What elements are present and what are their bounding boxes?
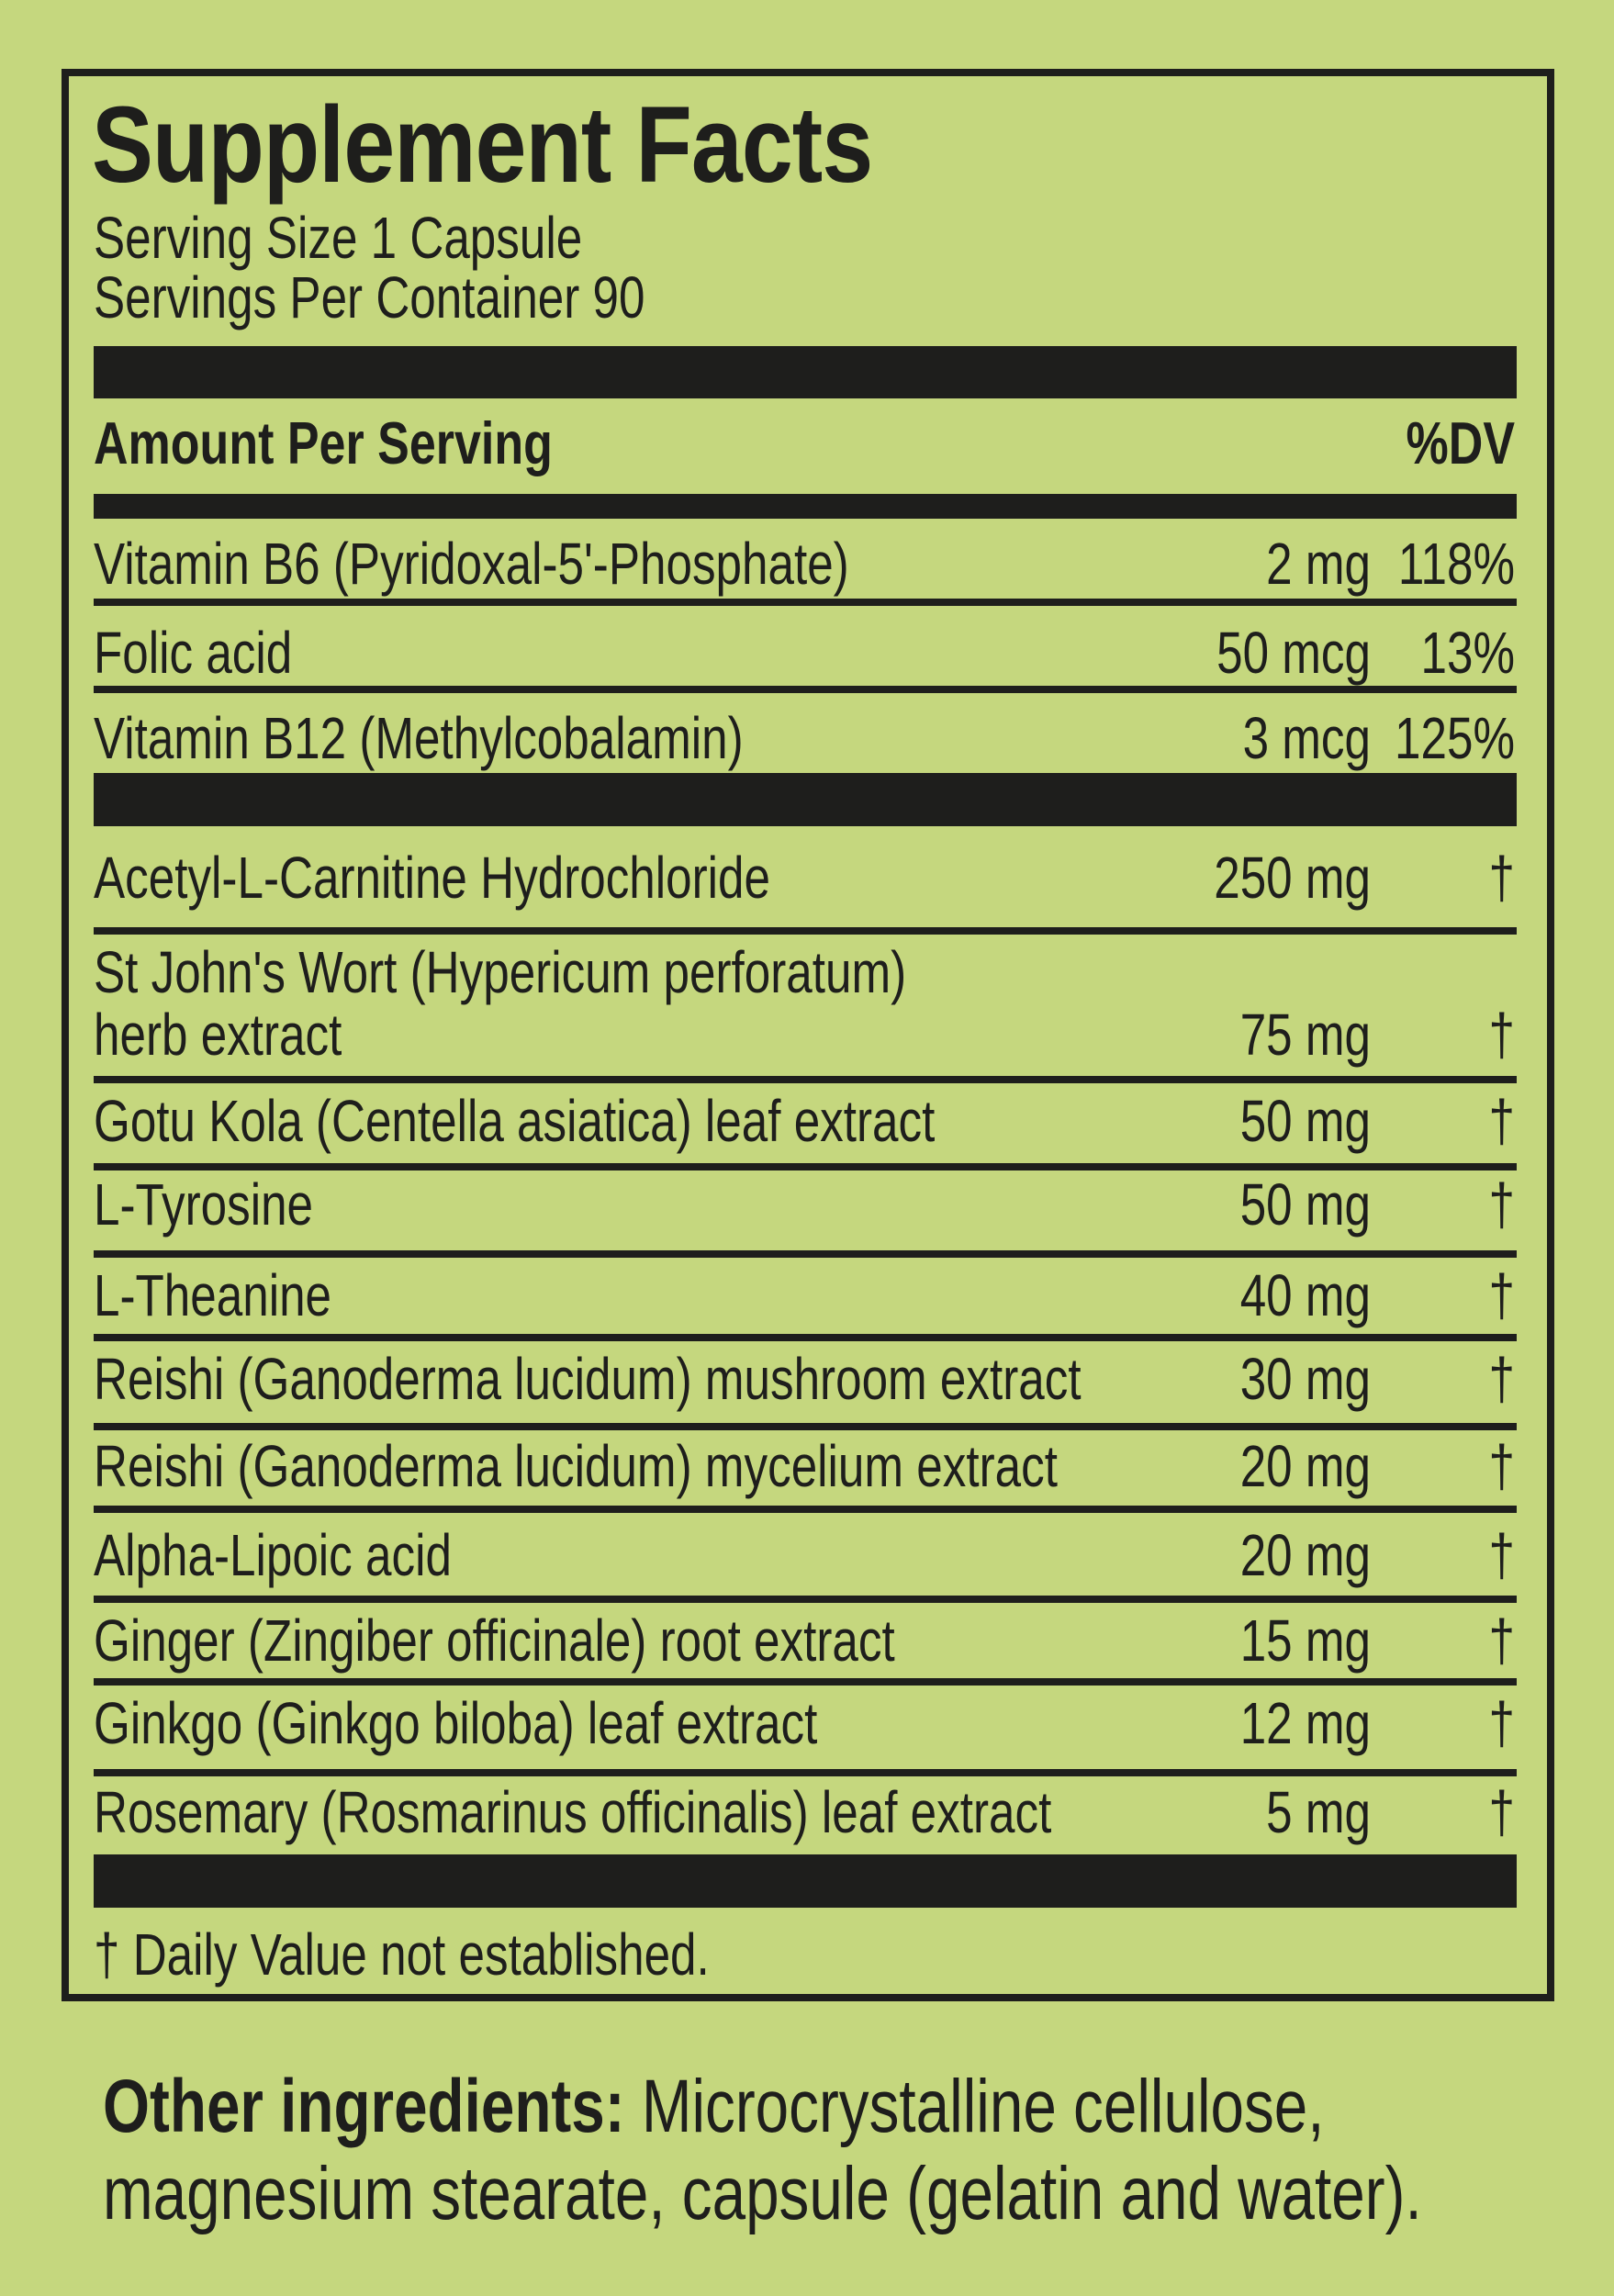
row-rule [94, 1334, 1517, 1341]
ingredient-name: Alpha-Lipoic acid [94, 1522, 452, 1588]
row-rule [94, 1506, 1517, 1513]
ingredient-name: Vitamin B12 (Methylcobalamin) [94, 705, 744, 771]
ingredient-name: St John's Wort (Hypericum perforatum) [94, 939, 907, 1005]
ingredient-name: Acetyl-L-Carnitine Hydrochloride [94, 845, 770, 911]
divider-bar-middle [94, 773, 1517, 826]
other-ingredients [103, 2063, 1498, 2237]
ingredient-dv: 118% [1397, 531, 1515, 597]
ingredient-amount: 5 mg [1266, 1779, 1371, 1845]
page-title: Supplement Facts [92, 84, 873, 206]
ingredient-name: L-Tyrosine [94, 1171, 314, 1238]
ingredient-amount: 3 mcg [1242, 705, 1371, 771]
row-rule [94, 927, 1517, 935]
ingredient-dv: † [1488, 1002, 1515, 1068]
row-rule [94, 1678, 1517, 1686]
ingredient-dv: † [1488, 1690, 1515, 1756]
ingredient-amount: 20 mg [1239, 1433, 1371, 1499]
row-rule [94, 599, 1517, 606]
ingredient-dv: † [1488, 1262, 1515, 1328]
column-header-dv: %DV [1406, 409, 1515, 476]
ingredient-dv: † [1488, 1171, 1515, 1238]
ingredient-name: Ginkgo (Ginkgo biloba) leaf extract [94, 1690, 818, 1756]
ingredient-amount: 40 mg [1239, 1262, 1371, 1328]
ingredient-name: Ginger (Zingiber officinale) root extract [94, 1607, 895, 1674]
divider-bar-bottom [94, 1854, 1517, 1908]
ingredient-name: Reishi (Ganoderma lucidum) mushroom extract [94, 1346, 1082, 1412]
ingredient-amount: 50 mcg [1216, 620, 1371, 686]
ingredient-name: Rosemary (Rosmarinus officinalis) leaf extract [94, 1779, 1052, 1845]
other-ingredients-label: Other ingredients: [103, 2065, 625, 2148]
other-ingredients-text: Microcrystalline cellulose, magnesium stearate, capsule (gelatin and water). [103, 2065, 1422, 2235]
ingredient-name-line2: herb extract [94, 1002, 342, 1068]
ingredient-name: L-Theanine [94, 1262, 332, 1328]
serving-size: Serving Size 1 Capsule [94, 205, 583, 271]
ingredient-amount: 50 mg [1239, 1171, 1371, 1238]
ingredient-name: Reishi (Ganoderma lucidum) mycelium extract [94, 1433, 1058, 1499]
servings-per-container: Servings Per Container 90 [94, 264, 645, 330]
ingredient-dv: † [1488, 1088, 1515, 1154]
ingredient-dv: † [1488, 1346, 1515, 1412]
divider-bar-top [94, 346, 1517, 398]
ingredient-dv: † [1488, 1433, 1515, 1499]
row-rule [94, 1423, 1517, 1430]
row-rule [94, 1076, 1517, 1083]
ingredient-amount: 2 mg [1266, 531, 1371, 597]
ingredient-dv: † [1488, 1779, 1515, 1845]
ingredient-amount: 75 mg [1239, 1002, 1371, 1068]
row-rule [94, 686, 1517, 693]
divider-bar-header [94, 494, 1517, 519]
row-rule [94, 1769, 1517, 1776]
ingredient-amount: 50 mg [1239, 1088, 1371, 1154]
ingredient-dv: † [1488, 1522, 1515, 1588]
ingredient-name: Folic acid [94, 620, 293, 686]
ingredient-amount: 20 mg [1239, 1522, 1371, 1588]
row-rule [94, 1250, 1517, 1258]
row-rule [94, 1163, 1517, 1170]
ingredient-amount: 250 mg [1214, 845, 1371, 911]
ingredient-dv: 13% [1420, 620, 1515, 686]
ingredient-name: Gotu Kola (Centella asiatica) leaf extract [94, 1088, 936, 1154]
ingredient-amount: 12 mg [1239, 1690, 1371, 1756]
ingredient-dv: 125% [1395, 705, 1515, 771]
column-header-amount: Amount Per Serving [94, 409, 553, 476]
row-rule [94, 1596, 1517, 1603]
ingredient-amount: 30 mg [1239, 1346, 1371, 1412]
ingredient-dv: † [1488, 1607, 1515, 1674]
ingredient-amount: 15 mg [1239, 1607, 1371, 1674]
ingredient-name: Vitamin B6 (Pyridoxal-5'-Phosphate) [94, 531, 849, 597]
ingredient-dv: † [1488, 845, 1515, 911]
daily-value-footnote: † Daily Value not established. [94, 1921, 710, 1988]
